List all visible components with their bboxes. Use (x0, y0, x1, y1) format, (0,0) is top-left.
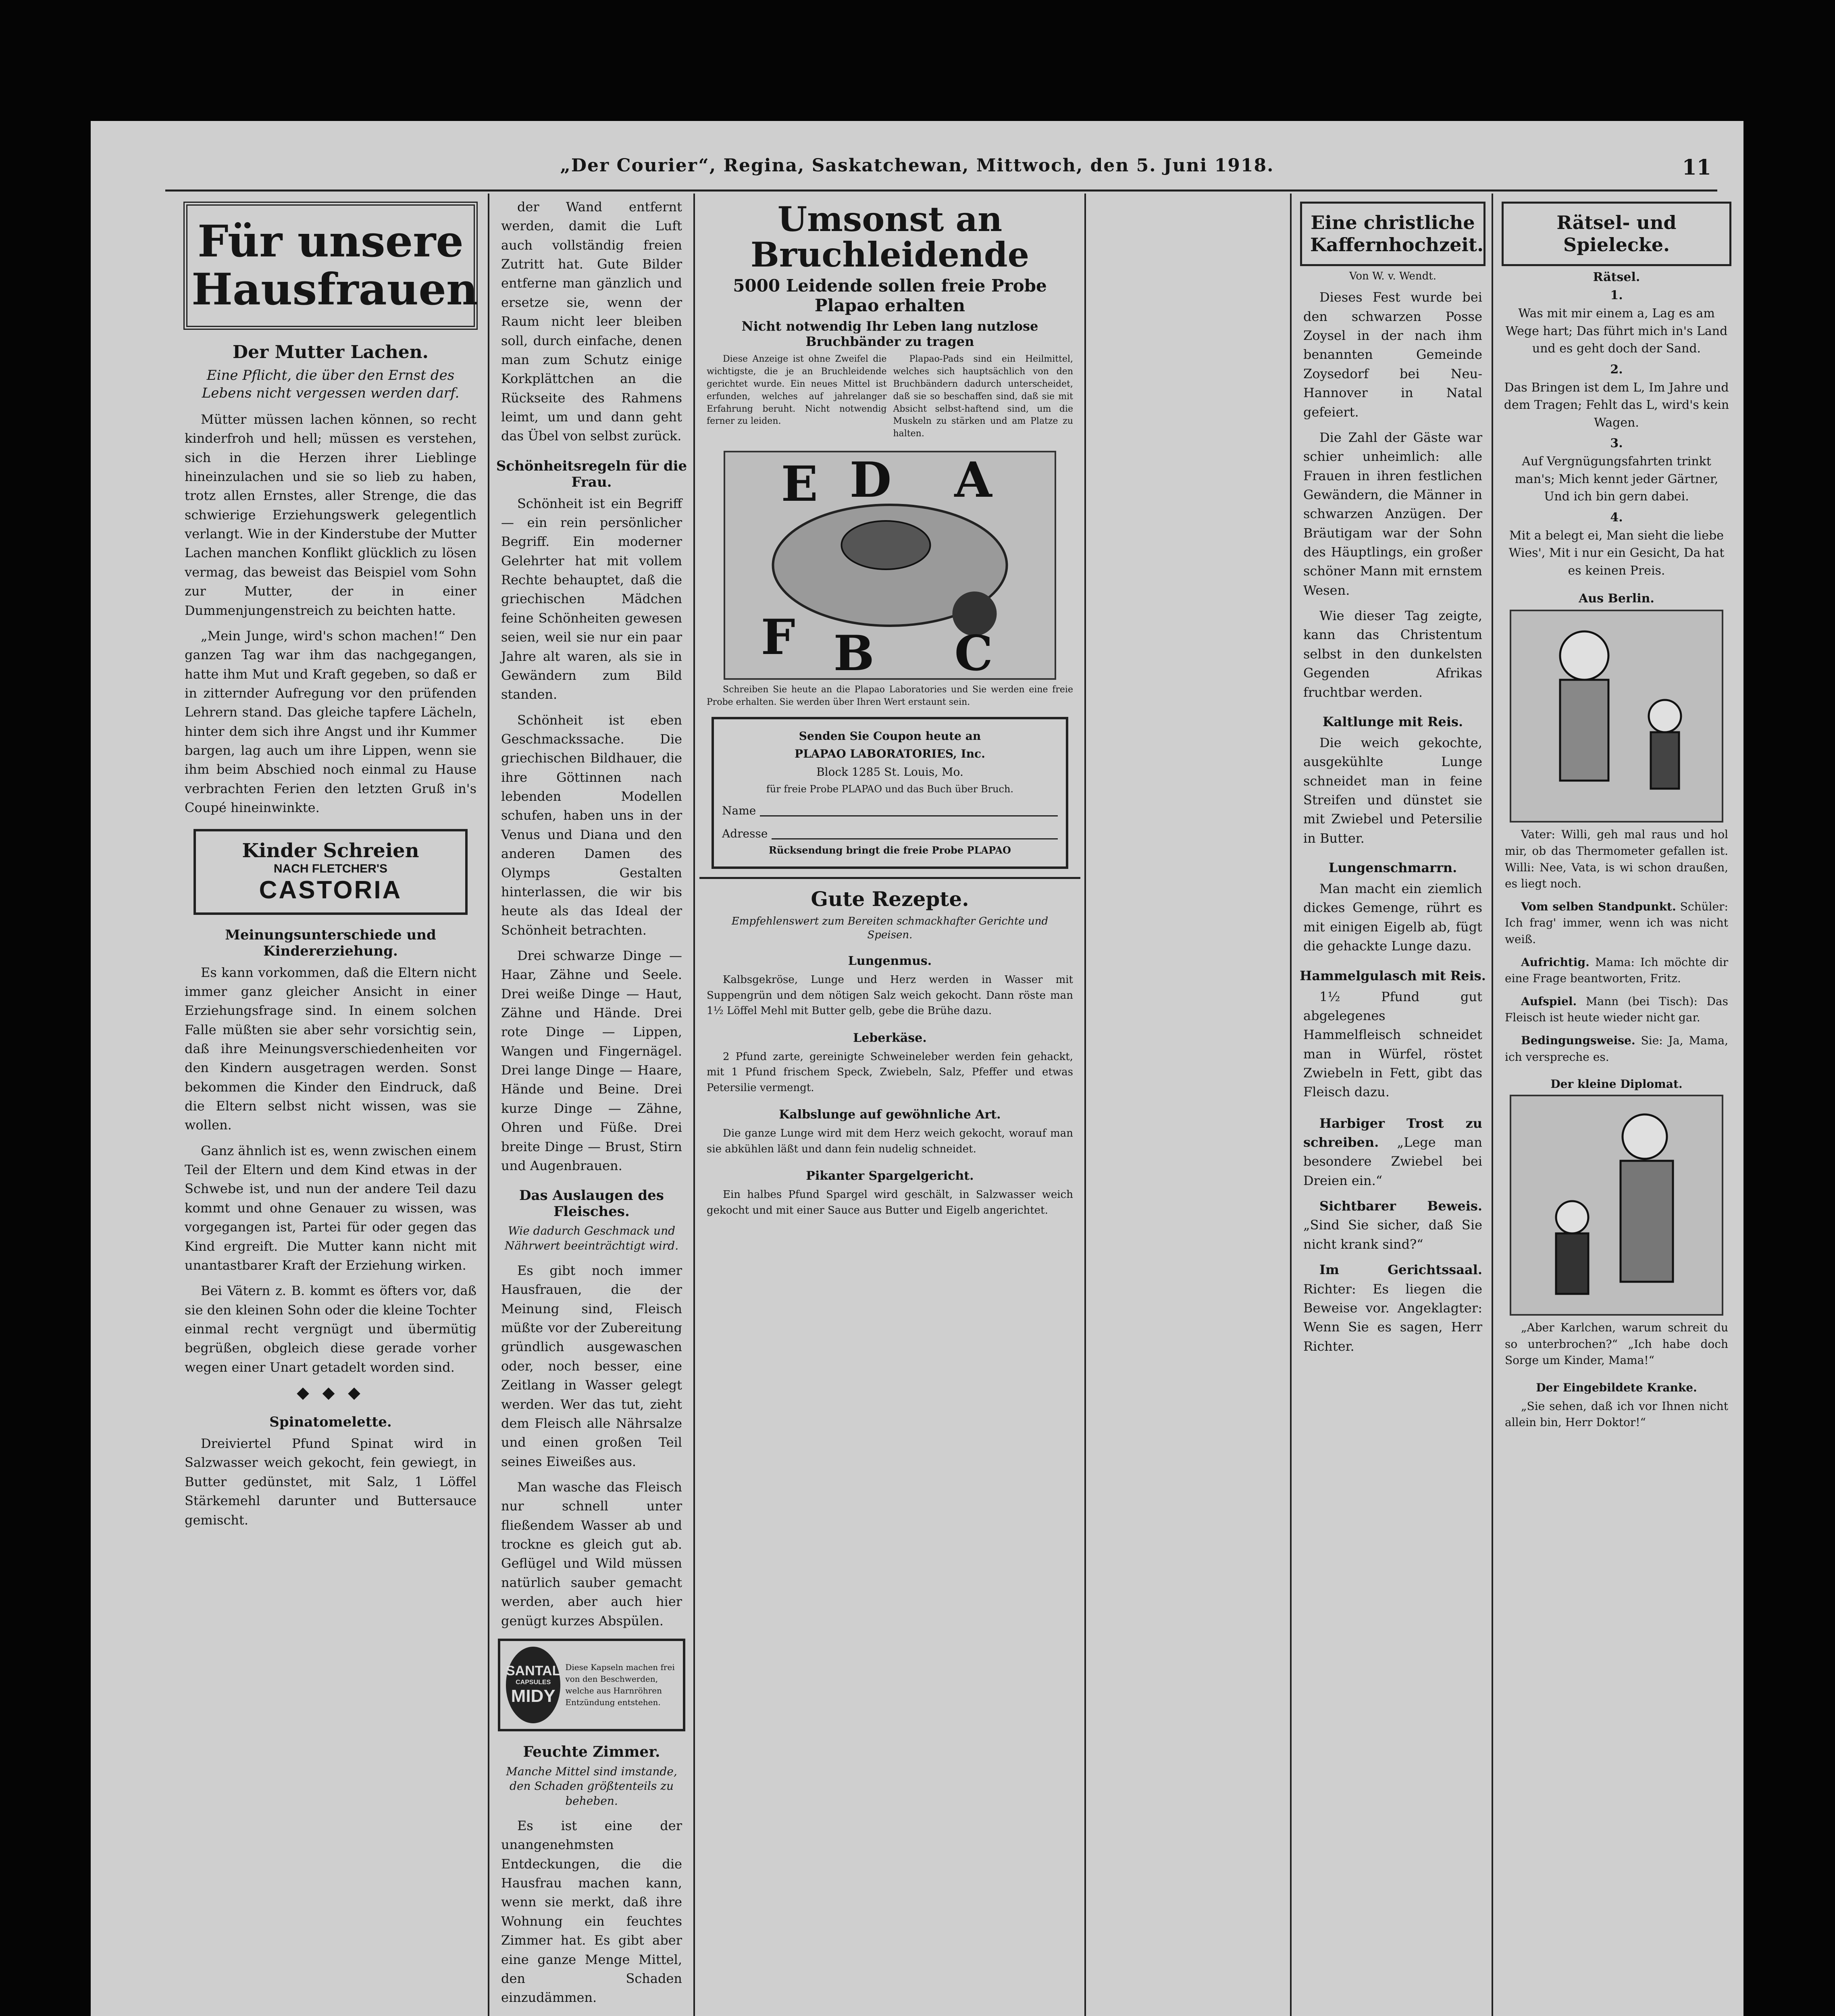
joke-title: Bedingungsweise. (1521, 1033, 1635, 1047)
article-body (1303, 879, 1482, 956)
article-lead: Wie dadurch Geschmack und Nährwert beeinträchtigt wird. (504, 1224, 679, 1252)
recipe-body (707, 1187, 1073, 1218)
article-body (501, 198, 682, 446)
coupon-form (712, 717, 1068, 869)
coupon-line: für freie Probe PLAPAO und das Buch über Bruch. (766, 783, 1014, 795)
riddle-number: 1. (1610, 288, 1623, 303)
paragraph: Es ist eine der unangenehmsten Entdeckungen, die die Hausfrau machen kann, wenn sie merkt, daß ihre Wohnung ein feuchtes Zimmer hat. Es gibt aber eine ganze Menge Mittel, den Schaden einzudämmen. (501, 1818, 682, 2006)
joke-text: Sie: Ja, Mama, ich verspreche es. (1505, 1033, 1728, 1064)
puzzle-title-frame (1502, 202, 1731, 266)
riddle: Mit a belegt ei, Man sieht die liebe Wies', Mit i nur ein Gesicht, Da hat es keinen Preis. (1508, 528, 1725, 578)
ad-line: CASTORIA (259, 876, 402, 904)
paragraph: Plapao-Pads sind ein Heilmittel, welches sich hauptsächlich von den Bruchbändern dadurch unterscheidet, daß sie so beschaffen sind, daß sie mit Absicht selbst-haftend sind, um die Muskeln zu stärken und am Platze zu halten. (893, 354, 1073, 439)
paragraph: Die Zahl der Gäste war schier unheimlich: alle Frauen in ihren festlichen Gewändern, die Männer in schwarzen Anzügen. Der Bräutigam war der Sohn des Häuptlings, ein großer schöner Mann mit ernstem Wesen. (1303, 429, 1482, 598)
joke-item (1303, 1114, 1482, 1190)
article-title: Feuchte Zimmer. (523, 1743, 660, 1760)
recipe-title: Kalbslunge auf gewöhnliche Art. (779, 1108, 1001, 1122)
paragraph: Die ganze Lunge wird mit dem Herz weich gekocht, worauf man sie abkühlen läßt und dann fein nudelig schneidet. (707, 1127, 1073, 1155)
ad-line: CAPSULES (516, 1679, 551, 1686)
label-d: D (849, 452, 892, 508)
recipes-lead: Empfehlenswert zum Bereiten schmackhafter Gerichte und Speisen. (731, 915, 1049, 941)
joke-item (1303, 1197, 1482, 1254)
running-title: „Der Courier“, Regina, Saskatchewan, Mittwoch, den 5. Juni 1918. (560, 155, 1274, 176)
article-body (185, 963, 476, 1377)
coupon-line: Block 1285 St. Louis, Mo. (816, 765, 963, 779)
recipe-title: Pikanter Spargelgericht. (806, 1169, 974, 1183)
recipe-body (185, 1434, 476, 1530)
article-title: Das Auslaugen des Fleisches. (519, 1187, 664, 1220)
article-title: Kaltlunge mit Reis. (1322, 714, 1463, 729)
puzzle-title: Rätsel- und Spielecke. (1556, 212, 1677, 256)
joke-item (1505, 993, 1728, 1026)
cartoon-text (1505, 1320, 1728, 1369)
article-title: Der Mutter Lachen. (232, 342, 429, 362)
article-title: Meinungsunterschiede und Kindererziehung. (225, 927, 436, 959)
paragraph: Schönheit ist eben Geschmackssache. Die griechischen Bildhauer, die ihre Göttinnen nach lebenden Modellen schufen, haben uns in der Venus und Diana und den anderen Damen des Olymps Gestalten hinterlassen, die wir bis heute als das Ideal der Schönheit betrachten. (501, 712, 682, 938)
ad-line: SANTAL (506, 1663, 561, 1679)
paragraph: Bei Vätern z. B. kommt es öfters vor, daß sie den kleinen Sohn oder die kleine Tochter einmal recht vergnügt und übermütig begrüßen, obgleich diese gerade vorher wegen einer Unart getadelt worden sind. (185, 1283, 476, 1375)
recipes-title: Gute Rezepte. (811, 887, 969, 911)
paragraph: Wie dieser Tag zeigte, kann das Christentum selbst in den dunkelsten Gegenden Afrikas fruchtbar werden. (1303, 608, 1482, 700)
label-e: E (781, 455, 818, 512)
paragraph: Dreiviertel Pfund Spinat wird in Salzwasser weich gekocht, fein gewiegt, in Butter gedünstet, mit Salz, 1 Löffel Stärkemehl darunter und Buttersauce gemischt. (185, 1436, 476, 1528)
divider (699, 877, 1080, 879)
cartoon-svg (1511, 611, 1722, 821)
paragraph: Die weich gekochte, ausgekühlte Lunge schneidet man in feine Streifen und dünstet sie mit Zwiebel und Petersilie in Butter. (1303, 735, 1482, 846)
cartoon-text (1505, 827, 1728, 892)
castoria-ad (193, 829, 468, 915)
recipe-body (707, 972, 1073, 1018)
riddle: Das Bringen ist dem L, Im Jahre und dem Tragen; Fehlt das L, wird's kein Wagen. (1504, 380, 1729, 430)
paragraph: 1½ Pfund gut abgelegenes Hammelfleisch schneidet man in Würfel, röstet Zwiebeln in Fett, gibt das Fleisch dazu. (1303, 989, 1482, 1100)
article-title: Hammelgulasch mit Reis. (1300, 968, 1486, 983)
joke-text: Mann (bei Tisch): Das Fleisch ist heute wieder nicht gar. (1505, 994, 1728, 1025)
column-rule-3 (1084, 194, 1086, 2016)
riddle-number: 3. (1610, 436, 1623, 451)
column-rule-1 (488, 194, 489, 2016)
section-title-frame (183, 202, 478, 330)
recipe-title: Spinatomelette. (269, 1414, 392, 1431)
address-row (722, 820, 1058, 843)
recipe-body (707, 1049, 1073, 1095)
column-rule-2 (693, 194, 695, 2016)
joke-title: Im Gerichtssaal. (1319, 1262, 1482, 1278)
joke-item (1505, 1033, 1728, 1065)
paragraph: Kalbsgekröse, Lunge und Herz werden in Wasser mit Suppengrün und dem nötigen Salz weich gekocht. Dann röste man 1½ Löffel Mehl mit Butter gelb, gebe die Brühe dazu. (707, 974, 1073, 1017)
cartoon-svg (1511, 1096, 1722, 1314)
paragraph: Ein halbes Pfund Spargel wird geschält, in Salzwasser weich gekocht und mit einer Sauce aus Butter und Eigelb angerichtet. (707, 1189, 1073, 1216)
column-2 (494, 198, 689, 2016)
diagram-svg (725, 452, 1055, 678)
paragraph: 2 Pfund zarte, gereinigte Schweineleber werden fein gehackt, mit 1 Pfund frischem Speck, Zwiebeln, Salz, Pfeffer und etwas Petersilie vermengt. (707, 1050, 1073, 1094)
ornament-divider: ◆ ◆ ◆ (297, 1383, 364, 1402)
ad-line: Kinder Schreien (242, 839, 419, 862)
article-title: Lungenschmarrn. (1328, 860, 1457, 876)
joke-text: Richter: Es liegen die Beweise vor. Angeklagter: Wenn Sie es sagen, Herr Richter. (1303, 1281, 1482, 1354)
joke-body (1505, 1398, 1728, 1431)
jokes (1303, 1114, 1482, 1356)
joke-title: Aufrichtig. (1521, 955, 1590, 969)
paragraph: der Wand entfernt werden, damit die Luft auch vollständig freien Zutritt hat. Gute Bilder entferne man gänzlich und ersetze sie, wenn der Raum nicht leer bleiben soll, durch einfache, denen man zum Schutz einige Korkplättchen an die Rückseite des Rahmens leimt, um und dann geht das Übel von selbst zurück. (501, 199, 682, 444)
article-lead: Eine Pflicht, die über den Ernst des Lebens nicht vergessen werden darf. (202, 367, 460, 401)
article-body (501, 1261, 682, 1631)
capsule-logo (506, 1647, 560, 1723)
recipes-section (699, 883, 1080, 1225)
column-5 (1498, 198, 1735, 2016)
column-rule-4 (1290, 194, 1292, 2016)
paragraph: „Mein Junge, wird's schon machen!“ Den ganzen Tag war ihm das nachgegangen, hatte ihm Mut und Kraft gegeben, so daß er in zitternder Aufregung vor den prüfenden Lehrern stand. Das gleiche tapfere Lächeln, hinter dem sich ihre Angst und ihr Kummer bargen, lag auch um ihre Lippen, wenn sie ihm beim Abschied noch einmal zu Hause verbrachten Ferien den letzten Gruß in's Coupé hineinwinkte. (185, 628, 476, 816)
joke-text: „Sind Sie sicher, daß Sie nicht krank sind?“ (1303, 1217, 1482, 1252)
address-field[interactable] (772, 823, 1058, 839)
column-rule-5 (1492, 194, 1493, 2016)
recipe-title: Leberkäse. (853, 1031, 927, 1045)
joke-title: Aufspiel. (1521, 994, 1577, 1008)
riddle: Auf Vergnügungsfahrten trinkt man's; Mich kennt jeder Gärtner, Und ich bin gern dabei. (1515, 454, 1718, 504)
column-1 (177, 198, 484, 2016)
paragraph: „Aber Karlchen, warum schreit du so unterbrochen?“ „Ich habe doch Sorge um Kinder, Mama!“ (1505, 1321, 1728, 1367)
ad-text-right (893, 353, 1074, 447)
joke-title: Sichtbarer Beweis. (1319, 1198, 1482, 1214)
coupon-note: Rücksendung bringt die freie Probe PLAPAO (769, 844, 1011, 856)
column-4 (1296, 198, 1490, 2016)
label-c: C (954, 625, 993, 678)
joke-item (1505, 954, 1728, 987)
truss-diagram (724, 451, 1056, 680)
name-row (722, 797, 1058, 820)
paragraph: Schönheit ist ein Begriff — ein rein persönlicher Begriff. Ein moderner Gelehrter hat mit vollem Rechte behauptet, daß die griechischen Mädchen feine Schönheiten gewesen seien, weil sie nur ein paar Jahre alt waren, als sie in Gewändern zum Bild standen. (501, 496, 682, 702)
paragraph: Mütter müssen lachen können, so recht kinderfroh und hell; müssen es verstehen, sich in die Herzen ihrer Lieblinge hineinzulachen und sie so lieb zu haben, trotz allen Ernstes, aller Strenge, die das schwierige Erziehungswerk gelegentlich verlangt. Wie in der Kinderstube der Mutter Lachen manchen Konflikt glücklich zu lösen vermag, das beweist das Beispiel vom Sohn zur Mutter, der in einer Dummenjungenstreich zu beichten hatte. (185, 411, 476, 618)
cartoon-illustration (1510, 1095, 1723, 1316)
ad-line: MIDY (511, 1686, 555, 1706)
joke-item (1505, 899, 1728, 948)
page-number: 11 (1682, 155, 1711, 180)
pad-center (842, 521, 930, 569)
joke-text: Schüler: Ich frag' immer, wenn ich was nicht weiß. (1505, 900, 1728, 946)
recipe-body (707, 1126, 1073, 1157)
ad-subheadline: Nicht notwendig Ihr Leben lang nutzlose Bruchbänder zu tragen (741, 319, 1038, 350)
cartoon-caption: Der kleine Diplomat. (1550, 1077, 1683, 1091)
paragraph: Dieses Fest wurde bei den schwarzen Posse Zoysel in der nach ihm benannten Gemeinde Zoysedorf bei Neu-Hannover in Natal gefeiert. (1303, 289, 1482, 420)
santal-midy-ad (498, 1639, 685, 1731)
paragraph: Drei schwarze Dinge — Haar, Zähne und Seele. Drei weiße Dinge — Haut, Zähne und Hände. Drei rote Dinge — Lippen, Wangen und Fingernägel. Drei lange Dinge — Haare, Hände und Beine. Drei kurze Dinge — Zähne, Ohren und Füße. Drei breite Dinge — Brust, Stirn und Augenbrauen. (501, 948, 682, 1173)
riddle: Was mit mir einem a, Lag es am Wege hart; Das führt mich in's Land und es geht doch der Sand. (1505, 306, 1728, 356)
label-a: A (954, 452, 992, 508)
puzzle-subtitle: Rätsel. (1593, 270, 1640, 285)
recipe-title: Lungenmus. (848, 954, 932, 968)
joke-title: Der Eingebildete Kranke. (1536, 1381, 1697, 1394)
jokes (1505, 899, 1728, 1065)
ad-content (707, 353, 1073, 447)
paragraph: Es kann vorkommen, daß die Eltern nicht immer ganz gleicher Ansicht in einer Erziehungsfrage sind. In einem solchen Falle müßten sie aber sehr vorsichtig sein, daß ihre Meinungsverschiedenheiten vor den Kindern ausgetragen werden. Sonst bekommen die Kinder den Eindruck, daß die Eltern selbst nicht wissen, was sie wollen. (185, 964, 476, 1133)
section-title: Für unsere Hausfrauen (191, 216, 478, 315)
joke-title: Harbiger Trost zu schreiben. (1303, 1115, 1482, 1150)
paragraph: „Sie sehen, daß ich vor Ihnen nicht allein bin, Herr Doktor!“ (1505, 1399, 1728, 1429)
joke-title: Vom selben Standpunkt. (1521, 900, 1676, 913)
paragraph: Diese Anzeige ist ohne Zweifel die wichtigste, die je an Bruchleidende gerichtet wurde. Ein neues Mittel ist erfunden, welches auf jahrelanger Erfahrung beruht. Nicht notwendig ferner zu leiden. (707, 354, 887, 427)
ad-text (707, 684, 1073, 709)
coupon-line: PLAPAO LABORATORIES, Inc. (795, 747, 985, 761)
cartoon-illustration (1510, 610, 1723, 823)
article-body (1303, 288, 1482, 702)
cartoon-caption: Aus Berlin. (1579, 591, 1654, 606)
article-author: Von W. v. Wendt. (1349, 270, 1436, 283)
coupon-line: Senden Sie Coupon heute an (799, 729, 981, 743)
joke-text: Mama: Ich möchte dir eine Frage beantworten, Fritz. (1505, 955, 1728, 985)
riddle-number: 2. (1610, 362, 1623, 377)
article-body (501, 494, 682, 1176)
paragraph: Schreiben Sie heute an die Plapao Laboratories und Sie werden eine freie Probe erhalten. Sie werden über Ihren Wert erstaunt sein. (707, 684, 1073, 707)
running-header (91, 155, 1743, 187)
ad-text-left (707, 353, 887, 447)
address-label: Adresse (722, 827, 768, 840)
paragraph: Vater: Willi, geh mal raus und hol mir, ob das Thermometer gefallen ist. Willi: Nee, Vata, is wi schon draußen, es liegt noch. (1505, 828, 1728, 891)
paragraph: Ganz ähnlich ist es, wenn zwischen einem Teil der Eltern und dem Kind etwas in der Schwebe ist, und nun der andere Teil dazu kommt und ohne Genauer zu wissen, was vorgegangen ist, Partei für oder gegen das Kind ergreift. Die Mutter kann nicht mit unantastbarer Kraft der Erziehung wirken. (185, 1143, 476, 1273)
article-title: Eine christliche Kaffernhochzeit. (1310, 212, 1484, 256)
paragraph: Man wasche das Fleisch nur schnell unter fließendem Wasser ab und trockne es gleich gut ab. Geflügel und Wild müssen natürlich sauber gemacht werden, aber auch hier genügt kurzes Abspülen. (501, 1479, 682, 1629)
label-f: F (761, 608, 795, 666)
article-body (501, 1816, 682, 2016)
article-body (1303, 733, 1482, 848)
label-b: B (833, 625, 874, 678)
article-title: Schönheitsregeln für die Frau. (496, 458, 687, 490)
name-label: Name (722, 804, 756, 817)
joke-text: „Lege man besondere Zwiebel bei Dreien ein.“ (1303, 1135, 1482, 1188)
ad-subheadline: 5000 Leidende sollen freie Probe Plapao erhalten (733, 276, 1047, 316)
recipes-left (699, 883, 1080, 1225)
name-field[interactable] (760, 800, 1058, 816)
article-lead: Manche Mittel sind imstande, den Schaden größtenteils zu beheben. (506, 1764, 677, 1808)
top-rule (165, 190, 1717, 192)
ad-side-text: Diese Kapseln machen frei von den Beschwerden, welche aus Harnröhren Entzündung entstehen. (565, 1662, 675, 1707)
column-3 (699, 198, 1080, 2016)
article-title-frame (1300, 202, 1485, 266)
ad-line: NACH FLETCHER'S (273, 862, 388, 875)
ad-headline: Umsonst an Bruchleidende (750, 199, 1030, 275)
paragraph: Man macht ein ziemlich dickes Gemenge, rührt es mit einigen Eigelb ab, fügt die gehackte Lunge dazu. (1303, 881, 1482, 954)
article-body (185, 410, 476, 818)
paragraph: Es gibt noch immer Hausfrauen, die der Meinung sind, Fleisch müßte vor der Zubereitung gründlich ausgewaschen oder, noch besser, eine Zeitlang in Wasser gelegt werden. Wer das tut, zieht dem Fleisch alle Nährsalze und einen großen Teil seines Eiweißes aus. (501, 1263, 682, 1469)
article-body (1303, 987, 1482, 1102)
paragraph (501, 2014, 682, 2016)
riddle-number: 4. (1610, 510, 1623, 525)
joke-item (1303, 1260, 1482, 1356)
